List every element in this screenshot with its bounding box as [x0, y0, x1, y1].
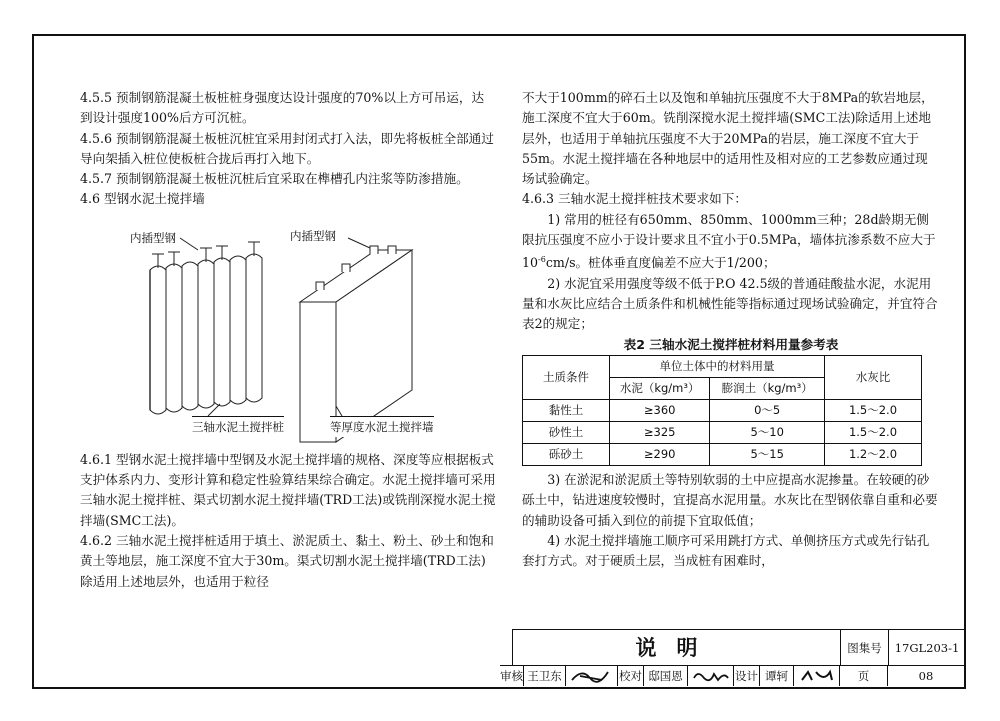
title-block-signature-row — [500, 665, 966, 687]
requirement-item-1: 1) 常用的桩径有650mm、850mm、1000mm三种；28d龄期无侧限抗压强度不应小于设计要求且不宜小于0.5MPa，墙体抗渗系数不应大于$10^{-6}cm/s$。桩体垂直度偏差不应大于1/200； — [522, 211, 936, 271]
clause-4-5-7: 4.5.7 预制钢筋混凝土板桩沉桩后宜采取在榫槽孔内注浆等防渗措施。 — [80, 171, 469, 187]
requirement-item-3: 3) 在淤泥和淤泥质土等特别软弱的土中应提高水泥掺量。在较硬的砂砾土中，钻进速度较慢时，宜提高水泥用量。水灰比在型钢依靠自重和必要的辅助设备可插入到位的前提下宜取低值； — [522, 472, 938, 528]
header-water-cement: 水灰比 — [825, 356, 922, 400]
checker-name: 邸国恩 — [644, 666, 688, 686]
label-insert-steel-left: 内插型钢 — [130, 228, 176, 248]
left-column — [80, 88, 496, 592]
requirement-item-4: 4) 水泥土搅拌墙施工顺序可采用跳打方式、单侧挤压方式或先行钻孔套打方式。对于硬质土层，当成桩有困难时， — [522, 532, 930, 569]
designer-name: 谭轲 — [760, 666, 794, 686]
check-label: 校对 — [618, 666, 644, 686]
caption-three-axis-pile: 三轴水泥土搅拌桩 — [192, 416, 284, 437]
title-block-top-row — [512, 629, 964, 665]
atlas-number: 17GL203-1 — [894, 641, 960, 655]
header-bentonite: 膨润土（kg/m³） — [710, 378, 825, 400]
clause-4-6-2-continued: 不大于100mm的碎石土以及饱和单轴抗压强度不大于8MPa的软岩地层，施工深度不宜大于60m。铣削深搅水泥土搅拌墙(SMC工法)除适用上述地层外，也适用于单轴抗压强度不大于20MPa的岩层，施工深度不宜大于55m。水泥土搅拌墙在各种地层中的适用性及相对应的工艺参数应通过现场试验确定。 — [522, 90, 934, 187]
table-row: 砾砂土 ≥290 5～15 1.2～2.0 — [523, 444, 922, 466]
requirement-item-2: 2) 水泥宜采用强度等级不低于P.O 42.5级的普通硅酸盐水泥，水泥用量和水灰比应结合土质条件和机械性能等指标通过现场试验确定，并宜符合表2的规定； — [522, 275, 938, 332]
sheet-title: 说明 — [513, 630, 841, 666]
checker-signature-icon — [688, 666, 734, 686]
header-material-group: 单位土体中的材料用量 — [610, 356, 825, 378]
page-number: 08 — [918, 669, 934, 683]
clause-4-6-3: 4.6.3 三轴水泥土搅拌桩技术要求如下： — [522, 191, 747, 207]
checker-signature — [688, 666, 734, 686]
table2-title: 表2 三轴水泥土搅拌桩材料用量参考表 — [623, 336, 839, 352]
table-row: 砂性土 ≥325 5～10 1.5～2.0 — [523, 422, 922, 444]
page-label: 页 — [840, 666, 888, 686]
clause-4-5-5: 4.5.5 预制钢筋混凝土板桩桩身强度达设计强度的70%以上方可吊运，达到设计强度100%后方可沉桩。 — [80, 90, 485, 126]
equal-thickness-wall-drawing — [300, 246, 412, 442]
reviewer-signature — [566, 666, 618, 686]
reviewer-signature-icon — [566, 666, 618, 686]
clause-4-5-6: 4.5.6 预制钢筋混凝土板桩沉桩宜采用封闭式打入法，即先将板桩全部通过导向架插入桩位使板桩合拢后再打入地下。 — [80, 130, 494, 166]
title-block — [500, 629, 966, 689]
table-row: 黏性土 ≥360 0～5 1.5～2.0 — [523, 400, 922, 422]
material-dosage-table — [522, 355, 922, 466]
review-label: 审核 — [500, 666, 524, 686]
caption-equal-thickness-wall: 等厚度水泥土搅拌墙 — [330, 416, 434, 437]
right-column — [522, 88, 940, 569]
designer-signature-icon — [794, 666, 840, 686]
clause-4-6-2: 4.6.2 三轴水泥土搅拌桩适用于填土、淤泥质土、黏土、粉土、砂土和饱和黄土等地层，施工深度不宜大于30m。渠式切割水泥土搅拌墙(TRD工法)除适用上述地层外，也适用于粒径 — [80, 532, 494, 589]
designer-signature — [794, 666, 840, 686]
clause-4-6-1: 4.6.1 型钢水泥土搅拌墙中型钢及水泥土搅拌墙的规格、深度等应根据板式支护体系内力、变形计算和稳定性验算结果综合确定。水泥土搅拌墙可采用三轴水泥土搅拌桩、渠式切割水泥土搅拌墙(TRD工法)或铣削深搅水泥土搅拌墙(SMC工法)。 — [80, 451, 496, 528]
reviewer-name: 王卫东 — [524, 666, 566, 686]
atlas-label: 图集号 — [841, 630, 889, 666]
design-label: 设计 — [734, 666, 760, 686]
label-insert-steel-right: 内插型钢 — [290, 226, 336, 246]
mixing-piles-drawing — [150, 242, 262, 414]
steel-cement-wall-figure — [80, 210, 496, 450]
section-heading-4-6: 4.6 型钢水泥土搅拌墙 — [80, 191, 205, 207]
header-soil: 土质条件 — [523, 356, 610, 400]
header-cement: 水泥（kg/m³） — [610, 378, 710, 400]
